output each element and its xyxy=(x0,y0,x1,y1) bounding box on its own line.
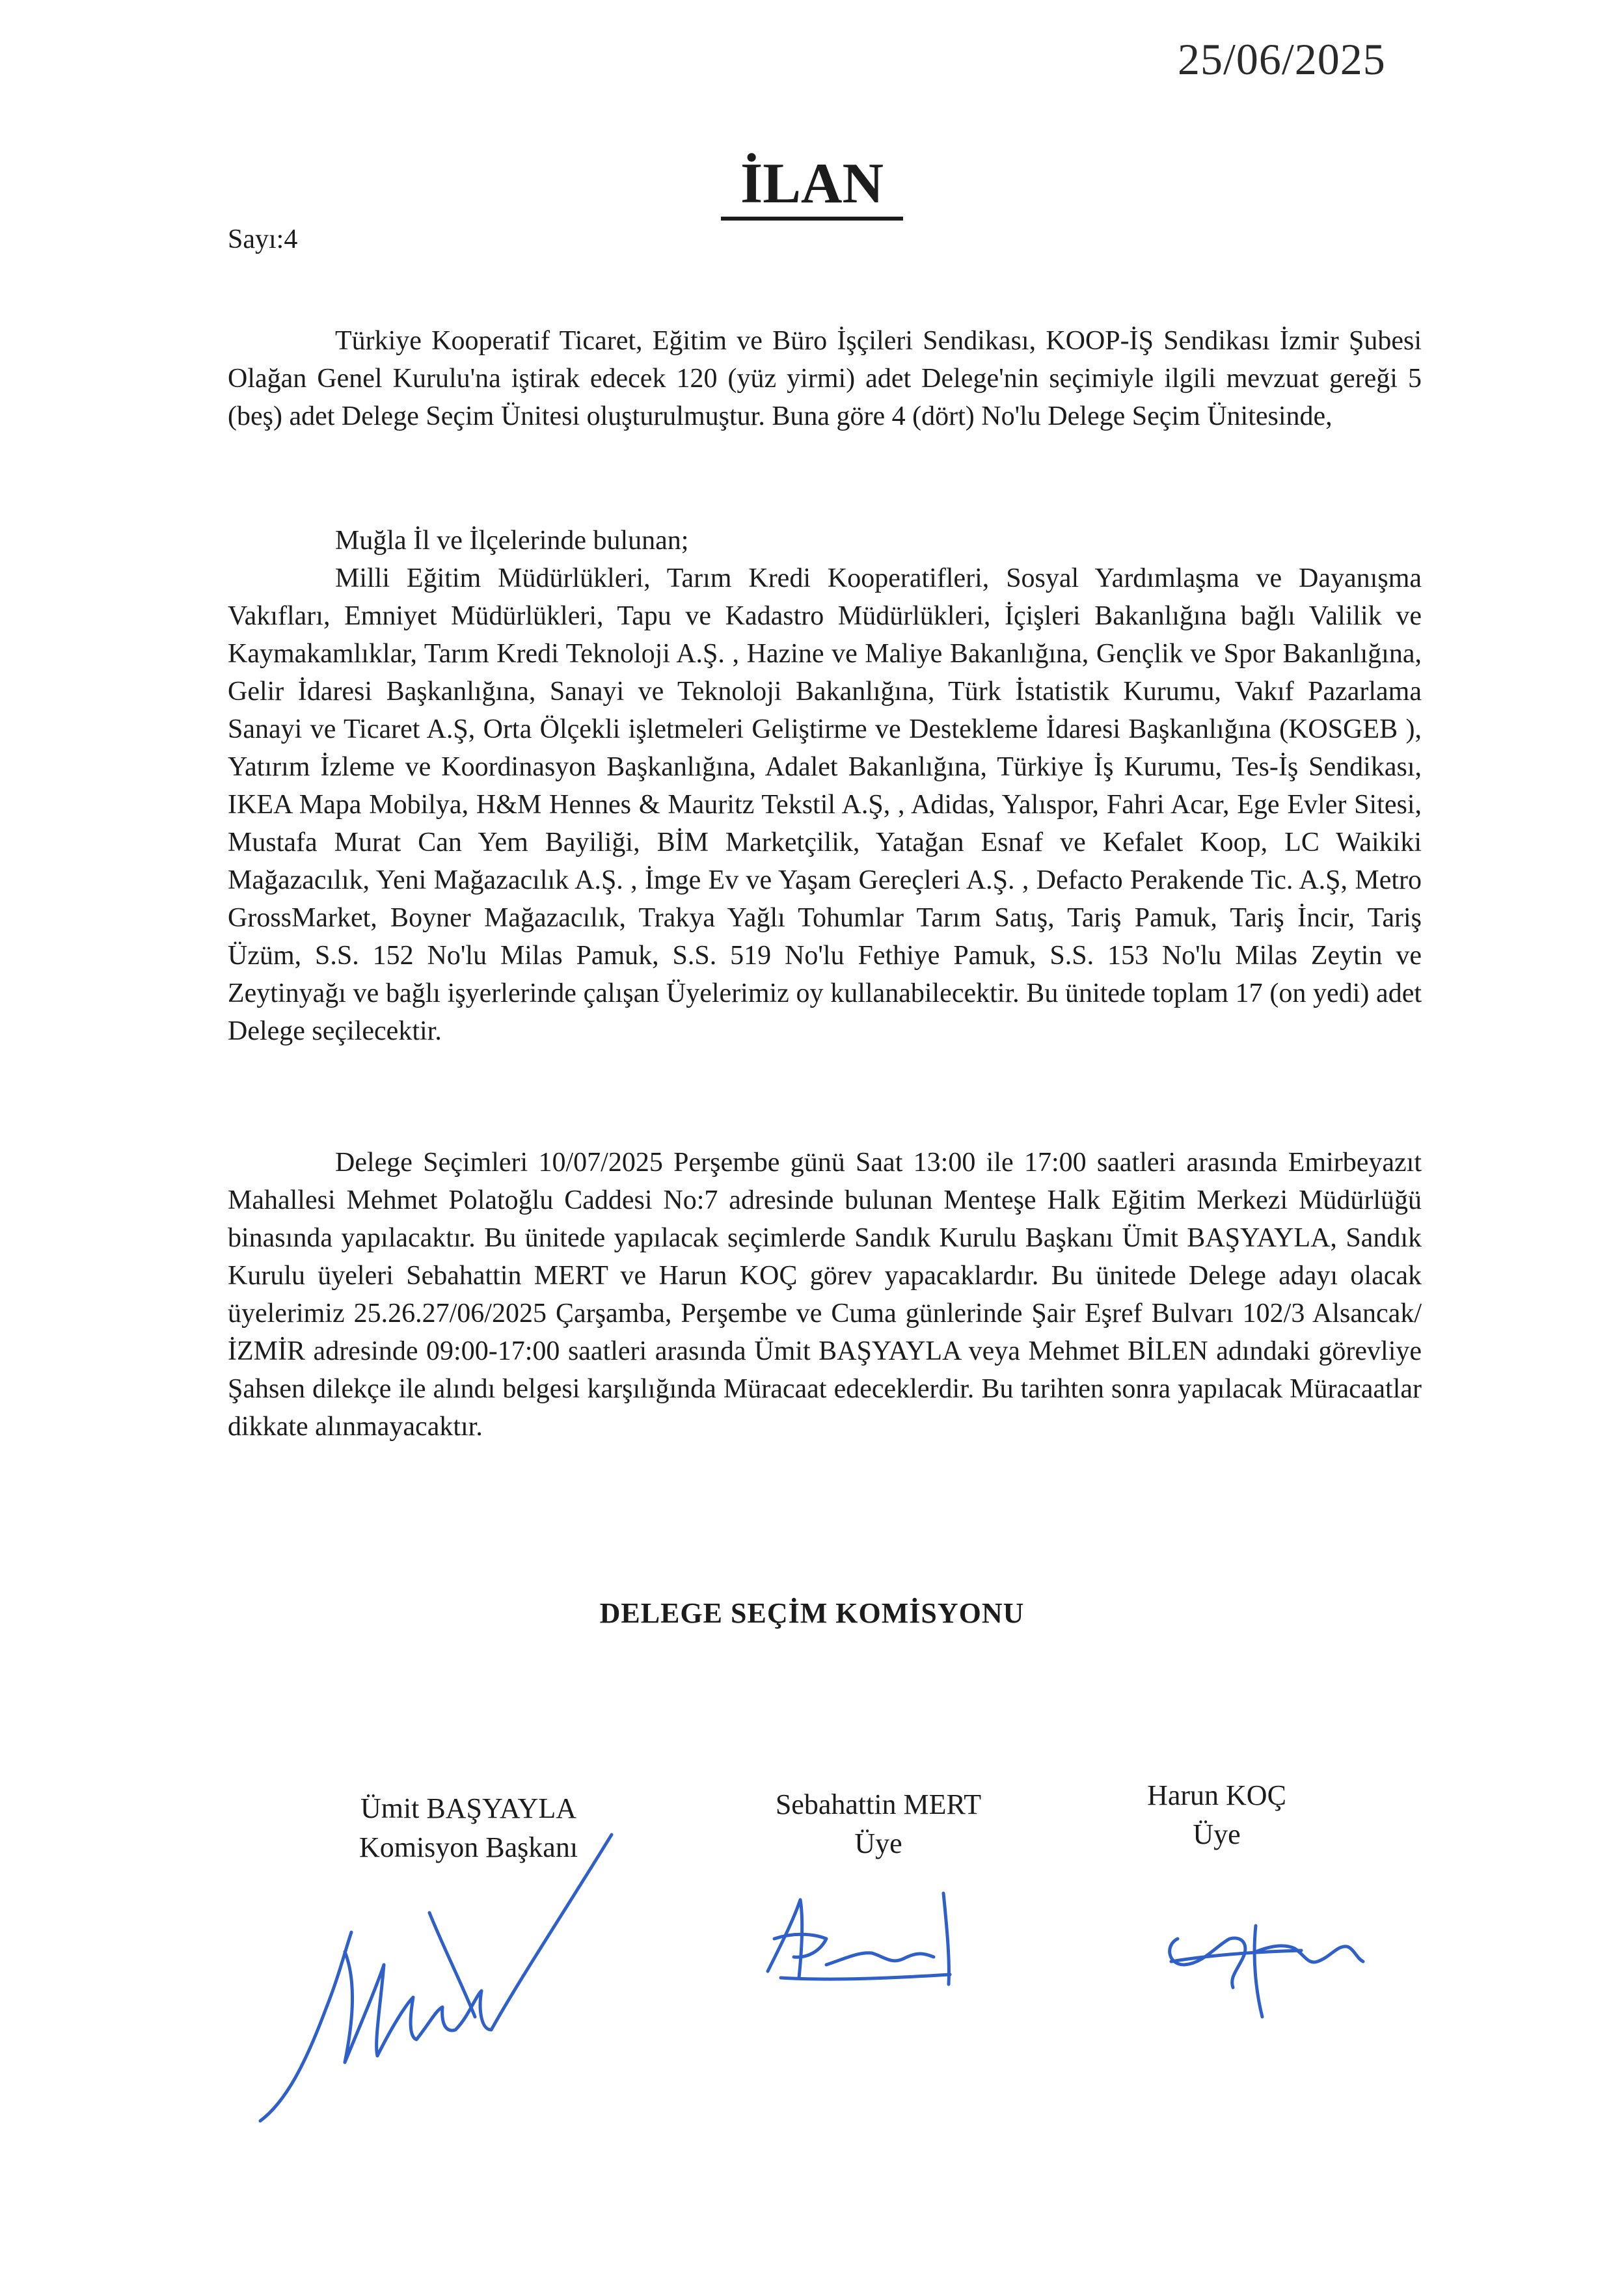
signatory-role: Üye xyxy=(854,1827,902,1859)
signatory-name: Ümit BAŞYAYLA xyxy=(360,1792,577,1824)
signatory-role: Üye xyxy=(1193,1818,1241,1850)
paragraph-workplaces: Milli Eğitim Müdürlükleri, Tarım Kredi Kooperatifleri, Sosyal Yardımlaşma ve Dayanışma Vakıfları, Emniyet Müdürlükleri, Tapu ve Kadastro Müdürlükleri, İçişleri Bakanlığına bağlı Valilik ve Kaymakamlıklar, Tarım Kredi Teknoloji A.Ş. , Hazine ve Maliye Bakanlığına, Gençlik ve Spor Bakanlığına, Gelir İdaresi Başkanlığına, Sanayi ve Teknoloji Bakanlığına, Türk İstatistik Kurumu, Vakıf Pazarlama Sanayi ve Ticaret A.Ş, Orta Ölçekli işletmeleri Geliştirme ve Destekleme İdaresi Başkanlığına (KOSGEB ), Yatırım İzleme ve Koordinasyon Başkanlığına, Adalet Bakanlığına, Türkiye İş Kurumu, Tes-İş Sendikası, IKEA Mapa Mobilya, H&M Hennes & Mauritz Tekstil A.Ş, , Adidas, Yalıspor, Fahri Acar, Ege Evler Sitesi, Mustafa Murat Can Yem Bayiliği, BİM Marketçilik, Yatağan Esnaf ve Kefalet Koop, LC Waikiki Mağazacılık, Yeni Mağazacılık A.Ş. , İmge Ev ve Yaşam Gereçleri A.Ş. , Defacto Perakende Tic. A.Ş, Metro GrossMarket, Boyner Mağazacılık, Trakya Yağlı Tohumlar Tarım Satış, Tariş Pamuk, Tariş İncir, Tariş Üzüm, S.S. 152 No'lu Milas Pamuk, S.S. 519 No'lu Fethiye Pamuk, S.S. 153 No'lu Milas Zeytin ve Zeytinyağı ve bağlı işyerlerinde çalışan Üyelerimiz oy kullanabilecektir. Bu ünitede toplam 17 (on yedi) adet Delege seçilecektir. xyxy=(228,563,1422,1046)
signatory-role: Komisyon Başkanı xyxy=(359,1831,578,1863)
title-text: İLAN xyxy=(721,155,903,221)
signature-member-1-icon xyxy=(755,1880,976,1997)
document-date: 25/06/2025 xyxy=(1178,34,1386,84)
signature-member-2-icon xyxy=(1158,1900,1379,2030)
document-number: Sayı:4 xyxy=(228,224,298,254)
signature-chair-icon xyxy=(247,1815,651,2140)
signatory-member-1 xyxy=(742,1785,1015,1863)
paragraph-election-details: Delege Seçimleri 10/07/2025 Perşembe günü Saat 13:00 ile 17:00 saatleri arasında Emirbeyazıt Mahallesi Mehmet Polatoğlu Caddesi No:7 adresinde bulunan Menteşe Halk Eğitim Merkezi Müdürlüğü binasında yapılacaktır. Bu ünitede yapılacak seçimlerde Sandık Kurulu Başkanı Ümit BAŞYAYLA, Sandık Kurulu üyeleri Sebahattin MERT ve Harun KOÇ görev yapacaklardır. Bu ünitede Delege adayı olacak üyelerimiz 25.26.27/06/2025 Çarşamba, Perşembe ve Cuma günlerinde Şair Eşref Bulvarı 102/3 Alsancak/İZMİR adresinde 09:00-17:00 saatleri arasında Ümit BAŞYAYLA veya Mehmet BİLEN adındaki görevliye Şahsen dilekçe ile alındı belgesi karşılığında Müracaat edeceklerdir. Bu tarihten sonra yapılacak Müracaatlar dikkate alınmayacaktır. xyxy=(228,1148,1422,1442)
signatory-member-2 xyxy=(1106,1776,1327,1854)
page-title xyxy=(0,151,1624,221)
paragraph-location-intro: Muğla İl ve İlçelerinde bulunan; xyxy=(335,526,689,556)
signatory-name: Sebahattin MERT xyxy=(775,1788,982,1820)
signatory-name: Harun KOÇ xyxy=(1147,1779,1286,1811)
paragraph-intro: Türkiye Kooperatif Ticaret, Eğitim ve Büro İşçileri Sendikası, KOOP-İŞ Sendikası İzmir Şubesi Olağan Genel Kurulu'na iştirak edecek 120 (yüz yirmi) adet Delege'nin seçimiyle ilgili mevzuat gereği 5 (beş) adet Delege Seçim Ünitesi oluşturulmuştur. Buna göre 4 (dört) No'lu Delege Seçim Ünitesinde, xyxy=(228,326,1422,431)
committee-title: DELEGE SEÇİM KOMİSYONU xyxy=(599,1597,1025,1629)
